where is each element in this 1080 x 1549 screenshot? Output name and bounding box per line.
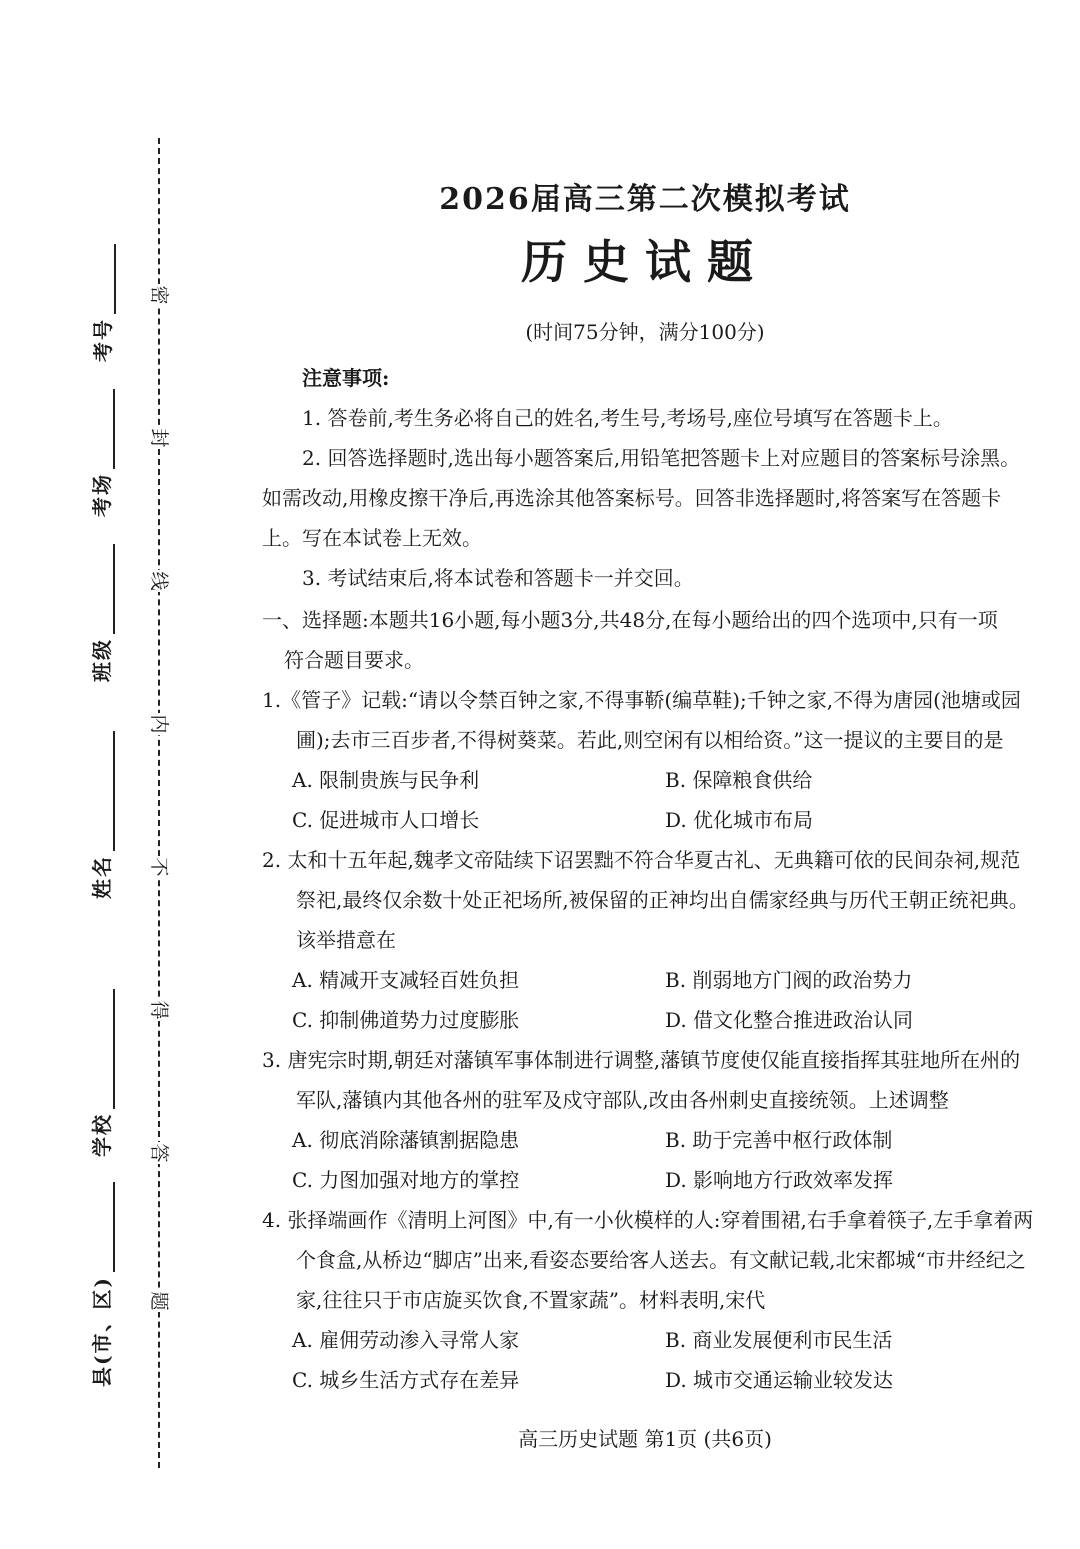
field-label: 学校 [90,1113,114,1157]
option-c: C. 抑制佛道势力过度膨胀 [292,1008,520,1032]
field-blank-line [91,1182,115,1272]
option-d: D. 优化城市布局 [665,808,814,832]
school-field[interactable] [85,977,115,1157]
section-heading-line1: 一、选择题:本题共16小题,每小题3分,共48分,在每小题给出的四个选项中,只有一项 [262,608,998,632]
option-a: A. 限制贵族与民争利 [292,768,480,792]
seal-char: 题 [148,1291,170,1311]
option-d: D. 借文化整合推进政治认同 [665,1008,914,1032]
question-options [262,1120,1038,1200]
subject-title: 历史试题 [521,235,769,289]
field-blank-line [92,244,116,314]
field-blank-line [91,389,115,469]
option-b: B. 助于完善中枢行政体制 [665,1128,893,1152]
field-blank-line [91,731,115,851]
seal-char: 答 [148,1143,170,1163]
field-label: 县(市、区) [90,1276,114,1387]
option-a: A. 精减开支减轻百姓负担 [292,968,520,992]
option-b: B. 削弱地方门阀的政治势力 [665,968,913,992]
option-a: A. 雇佣劳动渗入寻常人家 [292,1328,520,1352]
notice-item: 2. 回答选择题时,选出每小题答案后,用铅笔把答题卡上对应题目的答案标号涂黑。如需改动,用橡皮擦干净后,再选涂其他答案标号。回答非选择题时,将答案写在答题卡上。写在本试卷上无效。 [262,446,1021,550]
option-c: C. 力图加强对地方的掌控 [292,1168,520,1192]
field-label: 姓名 [90,855,114,899]
option-c: C. 促进城市人口增长 [292,808,480,832]
question [262,1200,1038,1400]
question [262,840,1038,1040]
question [262,680,1038,840]
field-blank-line [91,989,115,1109]
question-stem: 3. 唐宪宗时期,朝廷对藩镇军事体制进行调整,藩镇节度使仅能直接指挥其驻地所在州的军队,藩镇内其他各州的驻军及戍守部队,改由各州刺史直接统领。上述调整 [262,1048,1021,1112]
section-heading [262,600,1038,680]
seal-char: 线 [148,571,170,591]
county-field[interactable] [85,1167,115,1387]
question-stem: 1.《管子》记载:“请以令禁百钟之家,不得事鞒(编草鞋);千钟之家,不得为唐园(池塘或园圃);去市三百步者,不得树葵菜。若此,则空闲有以相给资。”这一提议的主要目的是 [262,688,1021,752]
option-d: D. 城市交通运输业较发达 [665,1368,894,1392]
question-stem: 2. 太和十五年起,魏孝文帝陆续下诏罢黜不符合华夏古礼、无典籍可依的民间杂祠,规范祭祀,最终仅余数十处正祀场所,被保留的正神均出自儒家经典与历代王朝正统祀典。该举措意在 [262,848,1029,952]
seal-char: 不 [148,857,170,877]
binding-dashed-line [158,138,160,1468]
option-b: B. 保障粮食供给 [665,768,813,792]
page-footer: 高三历史试题 第1页 (共6页) [518,1427,772,1451]
question-options [262,1320,1038,1400]
question-stem: 4. 张择端画作《清明上河图》中,有一小伙模样的人:穿着围裙,右手拿着筷子,左手拿着两个食盒,从桥边“脚店”出来,看姿态要给客人送去。有文献记载,北宋都城“市井经纪之家,往往只于市店旋买饮食,不置家蔬”。材料表明,宋代 [262,1208,1034,1312]
time-info: (时间75分钟，满分100分) [525,320,765,344]
notice-heading: 注意事项: [302,366,390,390]
name-field[interactable] [85,719,115,899]
field-label: 考号 [91,318,115,362]
seal-char: 得 [148,1000,170,1020]
field-label: 班级 [90,638,114,682]
seal-char: 内 [148,714,170,734]
question [262,1040,1038,1200]
question-options [262,960,1038,1040]
option-d: D. 影响地方行政效率发挥 [665,1168,894,1192]
option-c: C. 城乡生活方式存在差异 [292,1368,520,1392]
option-b: B. 商业发展便利市民生活 [665,1328,893,1352]
class-field[interactable] [85,532,115,682]
question-options [262,760,1038,840]
seal-char: 密 [148,285,170,305]
option-a: A. 彻底消除藩镇割据隐患 [292,1128,520,1152]
field-label: 考场 [90,473,114,517]
notice-item: 1. 答卷前,考生务必将自己的姓名,考生号,考场号,座位号填写在答题卡上。 [302,406,953,430]
notice-item: 3. 考试结束后,将本试卷和答题卡一并交回。 [302,566,694,590]
seal-char: 封 [148,428,170,448]
exam-room-field[interactable] [85,377,115,517]
exam-number-field[interactable] [86,232,116,362]
exam-title: 2026届高三第二次模拟考试 [439,182,851,217]
field-blank-line [91,544,115,634]
section-heading-line2: 符合题目要求。 [284,648,424,672]
exam-content [262,358,1038,1400]
